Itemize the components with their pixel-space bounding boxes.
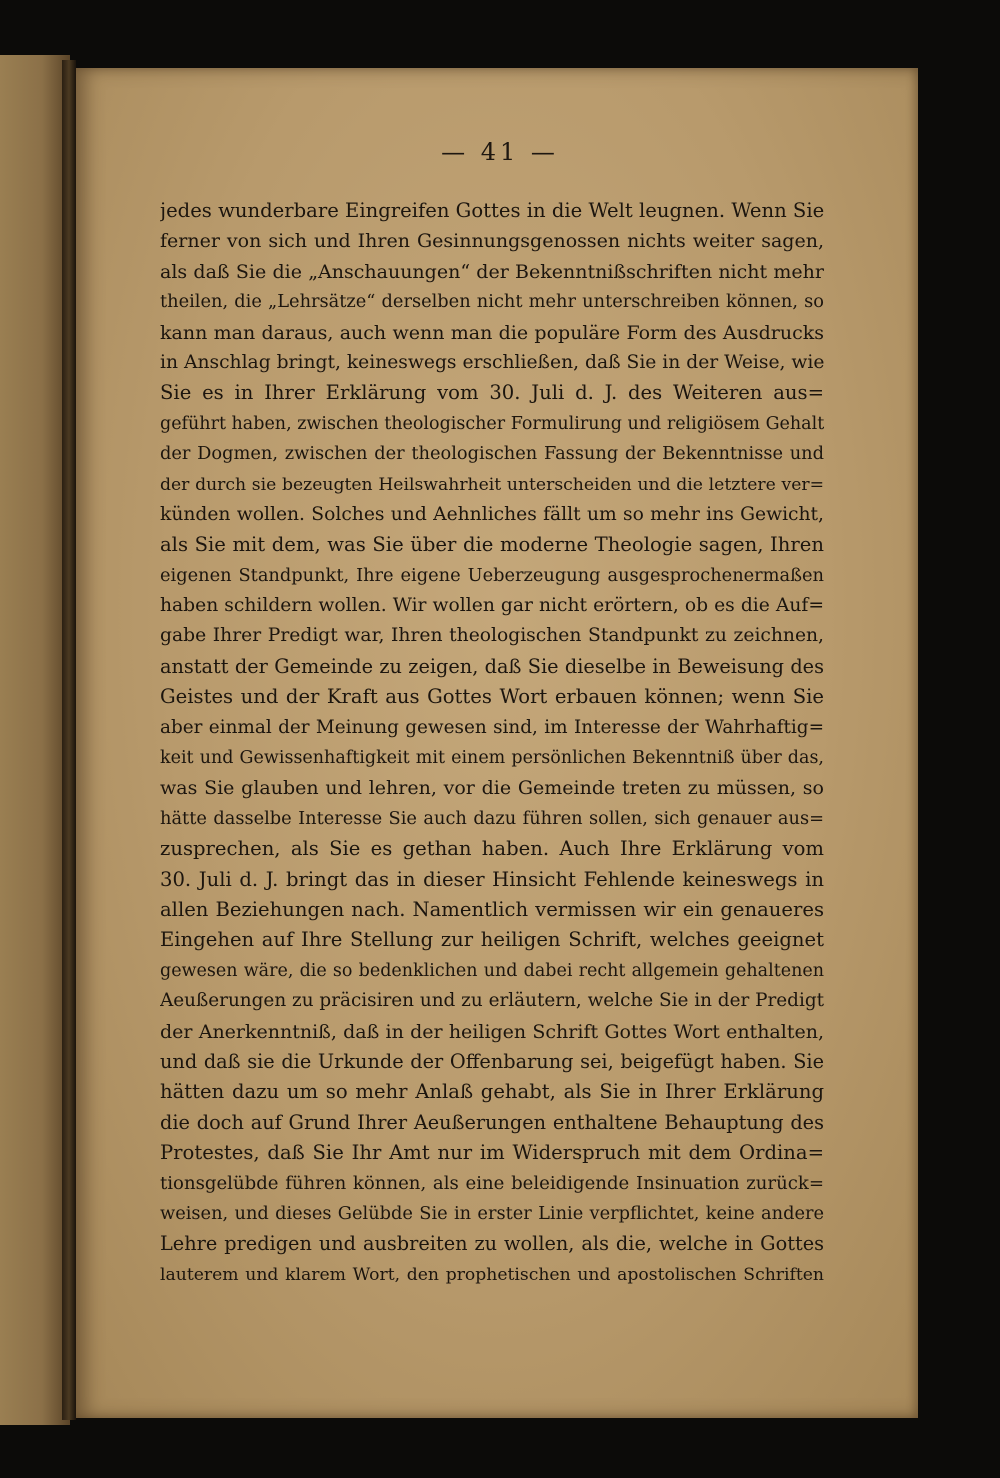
text-line: die doch auf Grund Ihrer Aeußerungen enthaltene Behauptung des (160, 1110, 824, 1134)
text-line: Sie es in Ihrer Erklärung vom 30. Juli d. J. des Weiteren aus= (160, 381, 824, 405)
text-line: Lehre predigen und ausbreiten zu wollen, als die, welche in Gottes (160, 1232, 824, 1256)
text-line: ferner von sich und Ihren Gesinnungsgenossen nichts weiter sagen, (160, 230, 824, 253)
text-line: hätte dasselbe Interesse Sie auch dazu führen sollen, sich genauer aus= (160, 807, 824, 829)
text-line: künden wollen. Solches und Aehnliches fällt um so mehr ins Gewicht, (160, 503, 824, 525)
body-text (160, 196, 824, 1290)
text-line: der durch sie bezeugten Heilswahrheit unterscheiden und die letztere ver= (160, 474, 824, 495)
text-line: allen Beziehungen nach. Namentlich vermissen wir ein genaueres (160, 897, 824, 921)
left-page-edge (0, 55, 70, 1425)
text-line: weisen, und dieses Gelübde Sie in erster Linie verpflichtet, keine andere (160, 1202, 824, 1224)
text-line: kann man daraus, auch wenn man die populäre Form des Ausdrucks (160, 321, 824, 344)
text-line: als Sie mit dem, was Sie über die moderne Theologie sagen, Ihren (160, 533, 824, 557)
text-line: Protestes, daß Sie Ihr Amt nur im Widerspruch mit dem Ordina= (160, 1141, 824, 1165)
text-line: geführt haben, zwischen theologischer Formulirung und religiösem Gehalt (160, 413, 824, 434)
text-line: keit und Gewissenhaftigkeit mit einem persönlichen Bekenntniß über das, (160, 748, 824, 769)
text-line: 30. Juli d. J. bringt das in dieser Hinsicht Fehlende keineswegs in (160, 867, 824, 891)
text-line: eigenen Standpunkt, Ihre eigene Ueberzeugung ausgesprochenermaßen (160, 564, 824, 586)
text-line: Geistes und der Kraft aus Gottes Wort erbauen können; wenn Sie (160, 685, 824, 709)
text-line: als daß Sie die „Anschauungen“ der Bekenntnißschriften nicht mehr (160, 260, 824, 283)
text-line: tionsgelübde führen können, als eine beleidigende Insinuation zurück= (160, 1172, 824, 1194)
text-line: theilen, die „Lehrsätze“ derselben nicht mehr unterschreiben können, so (160, 291, 824, 313)
text-line: Eingehen auf Ihre Stellung zur heiligen Schrift, welches geeignet (160, 928, 824, 952)
text-line: der Dogmen, zwischen der theologischen Fassung der Bekenntnisse und (160, 443, 824, 465)
text-line: zusprechen, als Sie es gethan haben. Auch Ihre Erklärung vom (160, 837, 824, 861)
text-line: der Anerkenntniß, daß in der heiligen Schrift Gottes Wort enthalten, (160, 1020, 824, 1043)
text-line: anstatt der Gemeinde zu zeigen, daß Sie dieselbe in Beweisung des (160, 654, 824, 678)
book-spine (62, 60, 76, 1420)
text-line: Aeußerungen zu präcisiren und zu erläutern, welche Sie in der Predigt (160, 990, 824, 1012)
text-line: hätten dazu um so mehr Anlaß gehabt, als Sie in Ihrer Erklärung (160, 1080, 824, 1104)
text-line: aber einmal der Meinung gewesen sind, im Interesse der Wahrhaftig= (160, 716, 824, 738)
text-line: lauterem und klarem Wort, den prophetischen und apostolischen Schriften (160, 1264, 824, 1285)
text-line: jedes wunderbare Eingreifen Gottes in die Welt leugnen. Wenn Sie (160, 199, 824, 222)
page-number: — 41 — (441, 138, 559, 166)
text-line: gabe Ihrer Predigt war, Ihren theologischen Standpunkt zu zeichnen, (160, 625, 824, 647)
text-line: haben schildern wollen. Wir wollen gar nicht erörtern, ob es die Auf= (160, 595, 824, 617)
text-line: was Sie glauben und lehren, vor die Gemeinde treten zu müssen, so (160, 777, 824, 800)
text-line: gewesen wäre, die so bedenklichen und dabei recht allgemein gehaltenen (160, 960, 824, 981)
text-line: und daß sie die Urkunde der Offenbarung sei, beigefügt haben. Sie (160, 1049, 824, 1073)
text-line: in Anschlag bringt, keineswegs erschließen, daß Sie in der Weise, wie (160, 351, 824, 373)
